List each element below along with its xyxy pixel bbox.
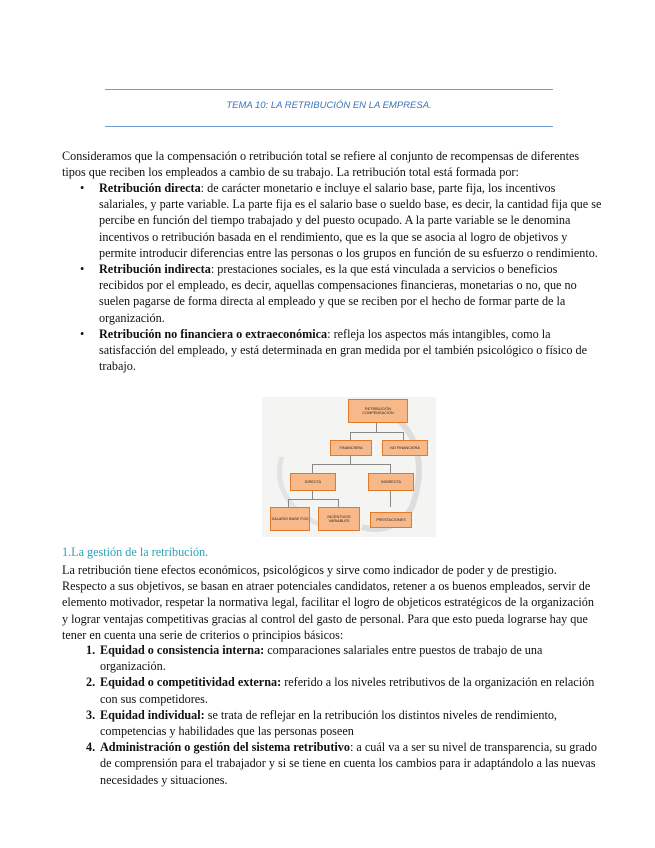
criteria-term: Equidad o consistencia interna: bbox=[100, 643, 265, 657]
list-item bbox=[62, 180, 602, 261]
criteria-text: se trata de reflejar en la retribución los distintos niveles de rendimiento, competencias y habilidades que las personas poseen bbox=[100, 707, 557, 739]
criteria-term: Equidad o competitividad externa: bbox=[100, 675, 282, 690]
chart-node-no-financiera: NO FINANCIERA bbox=[382, 440, 428, 456]
connector-line bbox=[350, 432, 351, 440]
bullet-text: : prestaciones sociales, es la que está vinculada a servicios o beneficios recibidos por el empleado, es decir, aquellas compensaciones financieras, monetarias o no, que no suelen pagarse de forma directa al empleado y que se reciben por el hecho de formar parte de la organización. bbox=[99, 262, 577, 325]
criteria-text: referido a los niveles retributivos de la organización en relación con sus competidores. bbox=[100, 675, 595, 706]
header-rule-bottom bbox=[105, 126, 553, 127]
chart-node-salario-base: SALARIO BASE FIJO bbox=[270, 507, 310, 531]
bullet-term: Retribución directa bbox=[99, 181, 201, 195]
list-item bbox=[62, 642, 602, 674]
header-rule-top bbox=[105, 89, 553, 90]
criteria-text: : a cuál va a ser su nivel de transparencia, su grado de comprensión para el trabajador y si se tiene en cuenta los cambios para ir adaptándolo a las nuevas necesidades y situaciones. bbox=[100, 740, 597, 787]
connector-line bbox=[288, 499, 338, 500]
list-number: 1. bbox=[86, 643, 96, 657]
body-paragraph: La retribución tiene efectos económicos, psicológicos y sirve como indicador de poder y de prestigio. Respecto a sus objetivos, se basan en atraer potenciales candidatos, retener a os buenos empleados, servir de elemento motivador, respetar la normativa legal, facilitar el logro de objeticos estratégicos de la organización y lograr ventajas competitivas gracias al control del gasto de personal. Para que esto pueda lograrse hay que tener en cuenta una serie de criterios o principios básicos: bbox=[62, 563, 594, 642]
connector-line bbox=[390, 464, 391, 473]
list-item bbox=[62, 261, 602, 326]
section-heading: 1.La gestión de la retribución. bbox=[62, 545, 209, 559]
connector-line bbox=[403, 432, 404, 440]
connector-line bbox=[288, 499, 289, 507]
list-number: 3. bbox=[86, 707, 96, 722]
criteria-term: Administración o gestión del sistema retributivo bbox=[100, 740, 350, 755]
bullet-text: : de carácter monetario e incluye el salario base, parte fija, los incentivos salariales, y parte variable. La parte fija es el salario base o sueldo base, es decir, la cantidad fija que se percibe en función del tiempo trabajado y del puesto ocupado. A la parte variable se le denomina incentivos o retribución basada en el rendimiento, que es la que se asocia al logro de objetivos y permite introducir diferencias entre las personas o los grupos en función de su esfuerzo o rendimiento. bbox=[99, 181, 602, 260]
list-number: 2. bbox=[86, 675, 96, 690]
list-number: 4. bbox=[86, 740, 96, 755]
chart-node-directa: DIRECTA bbox=[290, 473, 336, 491]
intro-paragraph: Consideramos que la compensación o retribución total se refiere al conjunto de recompensas de diferentes tipos que reciben los empleados a cambio de su trabajo. La retribución total está formada por: bbox=[62, 149, 580, 180]
connector-line bbox=[312, 464, 390, 465]
connector-line bbox=[338, 499, 339, 507]
connector-line bbox=[350, 432, 403, 433]
bullet-term: Retribución indirecta bbox=[99, 262, 211, 277]
bullet-icon: • bbox=[80, 181, 85, 195]
connector-line bbox=[376, 422, 377, 432]
bullet-icon: • bbox=[80, 262, 85, 277]
chart-node-incentivos: INCENTIVOS VARIABLES bbox=[318, 507, 360, 531]
chart-node-prestaciones: PRESTACIONES bbox=[370, 512, 412, 528]
criteria-term: Equidad individual: bbox=[100, 707, 205, 722]
list-item bbox=[62, 674, 602, 706]
connector-line bbox=[312, 464, 313, 473]
criteria-list bbox=[62, 642, 602, 788]
bullet-term: Retribución no financiera o extraeconómica bbox=[99, 326, 328, 341]
retribution-types-list bbox=[62, 180, 602, 374]
page-title: TEMA 10: LA RETRIBUCIÓN EN LA EMPRESA. bbox=[226, 100, 432, 111]
bullet-text: : refleja los aspectos más intangibles, como la satisfacción del empleado, y está determinada en gran medida por el también psicológico o físico de trabajo. bbox=[99, 326, 588, 374]
retribution-org-chart bbox=[262, 397, 436, 537]
connector-line bbox=[390, 489, 391, 507]
list-item bbox=[62, 326, 602, 375]
chart-node-indirecta: INDIRECTA bbox=[368, 473, 414, 491]
list-item bbox=[62, 739, 602, 788]
list-item bbox=[62, 707, 602, 739]
chart-node-financiera: FINANCIERA bbox=[330, 440, 372, 456]
chart-node-root: RETRIBUCIÓN COMPENSACIÓN bbox=[348, 399, 408, 423]
criteria-text: comparaciones salariales entre puestos de trabajo de una organización. bbox=[100, 643, 543, 674]
bullet-icon: • bbox=[80, 326, 85, 341]
